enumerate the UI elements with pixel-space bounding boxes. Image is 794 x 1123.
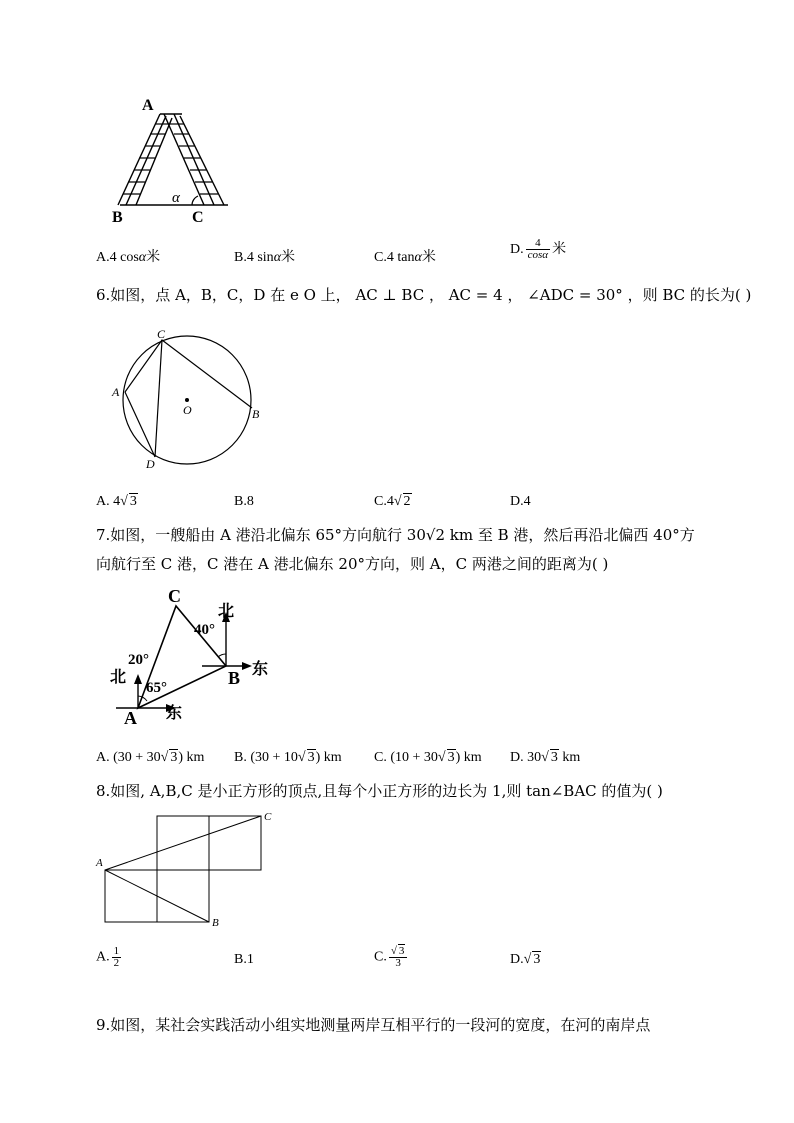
q6-option-a[interactable]: A. 4√ 3 [96,494,137,509]
label-a: A [142,97,154,114]
circle-figure [106,328,276,473]
q6-option-c[interactable]: C.4√ 2 [374,494,411,509]
q5-option-a[interactable]: A.4 cosα米 [96,250,161,265]
navigation-figure [106,584,286,729]
q8-option-d[interactable]: D.√ 3 [510,952,541,967]
q7-option-a[interactable]: A. (30 + 30√ 3) km [96,750,205,765]
q6-options [96,494,716,520]
label-a: A [124,708,137,728]
q5-option-c[interactable]: C.4 tanα米 [374,250,436,265]
label-c: C [192,209,204,226]
label-east-b: 东 [252,661,269,678]
q7-stem-line1: 7.如图，一艘船由 A 港沿北偏东 65°方向航行 30√2 km 至 B 港，然后再沿北偏西 40°方 [96,526,695,544]
q8-option-b[interactable]: B.1 [234,952,254,967]
q7-stem-line2: 向航行至 C 港，C 港在 A 港北偏东 20°方向，则 A，C 两港之间的距离为( ) [96,555,609,573]
label-d: D [146,457,155,471]
q6-option-b[interactable]: B.8 [234,494,254,509]
label-o: O [183,403,192,417]
q8-option-c[interactable]: C. $\frac{√ 3}{3}$ [374,946,409,969]
q6-stem: 6.如图，点 A，B，C，D 在 e O 上， AC ⊥ BC ， AC = 4 ， ∠ADC = 30° ，则 BC 的长为( ) [96,286,752,304]
label-b: B [112,209,123,226]
label-angle-20: 20° [128,652,149,668]
label-angle-65: 65° [146,680,167,696]
q7-option-d[interactable]: D. 30√ 3 km [510,750,581,765]
label-b: B [212,917,219,929]
label-angle-40: 40° [194,622,215,638]
q5-option-b[interactable]: B.4 sinα米 [234,250,296,265]
q7-options [96,750,716,776]
label-north-a: 北 [110,669,127,686]
q6-option-d[interactable]: D.4 [510,494,531,509]
label-a: A [112,385,120,399]
label-c: C [168,586,181,606]
ladder-figure [108,92,238,227]
q8-options [96,946,716,972]
label-a: A [96,857,103,869]
label-b: B [252,407,260,421]
q8-stem: 8.如图, A,B,C 是小正方形的顶点,且每个小正方形的边长为 1,则 tan∠BAC 的值为( ) [96,782,663,800]
q7-option-b[interactable]: B. (30 + 10√ 3) km [234,750,342,765]
grid-figure [96,810,286,934]
label-c: C [157,327,166,341]
label-c: C [264,811,272,823]
q9-stem: 9.如图，某社会实践活动小组实地测量两岸互相平行的一段河的宽度，在河的南岸点 [96,1016,651,1034]
q5-options [96,237,716,270]
label-b: B [228,668,241,688]
q5-option-d[interactable]: D. $\frac{4}{\cos\alpha}$ 米 [510,237,567,262]
label-east-a: 东 [166,705,183,722]
label-alpha: α [172,190,180,206]
q8-option-a[interactable]: A. $\frac{1}{2}$ [96,945,120,969]
label-north-b: 北 [218,603,235,620]
q7-option-c[interactable]: C. (10 + 30√ 3) km [374,750,482,765]
